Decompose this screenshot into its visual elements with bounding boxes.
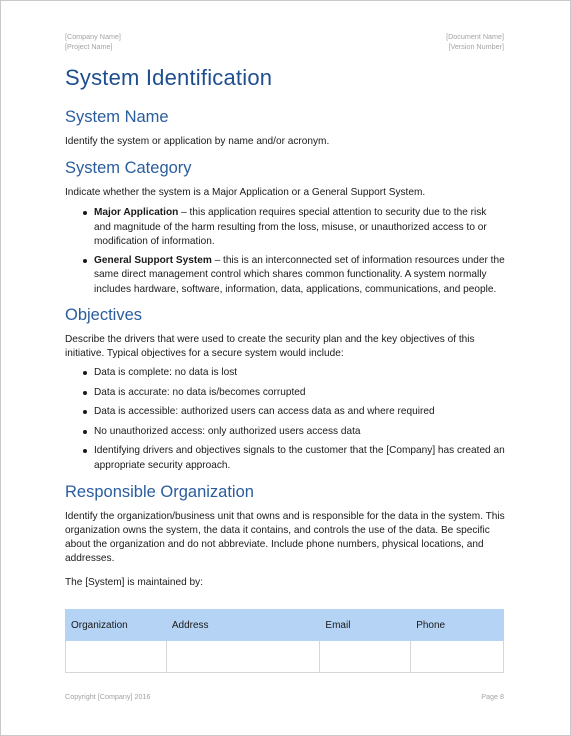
list-item-text: – this application requires special attention to security due to the risk and magnitude of the harm resulting from the loss, misuse, or unauthorized access to or modification of information. xyxy=(94,207,487,247)
document-body xyxy=(65,65,505,590)
maintained-by-text: The [System] is maintained by: xyxy=(65,577,204,588)
column-header-organization: Organization xyxy=(66,610,167,641)
list-item: Data is accurate: no data is/becomes corrupted xyxy=(65,386,505,401)
footer-copyright: Copyright [Company] 2016 xyxy=(65,692,151,701)
column-header-phone: Phone xyxy=(411,610,504,641)
column-header-email: Email xyxy=(320,610,411,641)
list-item: Identifying drivers and objectives signals to the customer that the [Company] has created an appropriate security approach. xyxy=(65,444,505,473)
system-category-heading: System Category xyxy=(65,159,192,177)
list-item xyxy=(65,206,505,250)
header-right xyxy=(446,32,504,52)
table-row xyxy=(66,641,504,673)
list-item: No unauthorized access: only authorized users access data xyxy=(65,425,505,440)
column-header-address: Address xyxy=(166,610,320,641)
system-category-list xyxy=(65,206,505,297)
company-name: [Company Name] xyxy=(65,32,121,41)
table-cell[interactable] xyxy=(320,641,411,673)
list-item: Data is complete: no data is lost xyxy=(65,366,505,381)
responsible-org-heading: Responsible Organization xyxy=(65,483,254,501)
document-name: [Document Name] xyxy=(446,32,504,41)
objectives-list xyxy=(65,366,505,473)
objectives-heading: Objectives xyxy=(65,306,143,324)
organization-table xyxy=(65,609,504,673)
list-item-term: Major Application xyxy=(94,207,179,218)
table-cell[interactable] xyxy=(66,641,167,673)
responsible-org-text: Identify the organization/business unit that owns and is responsible for the data in the system. This organization owns the system, the data it contains, and controls the use of the data. Be specific about the organization and do not abbreviate. Include phone numbers, physical locations, and addresses. xyxy=(65,511,505,564)
version-number: [Version Number] xyxy=(448,42,504,51)
table-header-row xyxy=(66,610,504,641)
list-item-term: General Support System xyxy=(94,254,212,266)
list-item xyxy=(65,254,505,298)
objectives-intro: Describe the drivers that were used to create the security plan and the key objectives of this initiative. Typical objectives for a secure system would include: xyxy=(65,334,475,359)
list-item-text: – this is an interconnected set of information resources under the same direct management control which shares common functionality. A system normally includes hardware, software, information, data, applications, communications, and people. xyxy=(94,254,505,295)
table-cell[interactable] xyxy=(166,641,320,673)
system-name-text: Identify the system or application by name and/or acronym. xyxy=(65,136,330,147)
system-name-heading: System Name xyxy=(65,108,169,126)
table-cell[interactable] xyxy=(411,641,504,673)
project-name: [Project Name] xyxy=(65,42,113,51)
page-title: System Identification xyxy=(65,65,273,90)
list-item: Data is accessible: authorized users can access data as and where required xyxy=(65,405,505,420)
header-left xyxy=(65,32,121,52)
footer-page-number: Page 8 xyxy=(481,692,504,701)
system-category-intro: Indicate whether the system is a Major Application or a General Support System. xyxy=(65,187,426,198)
